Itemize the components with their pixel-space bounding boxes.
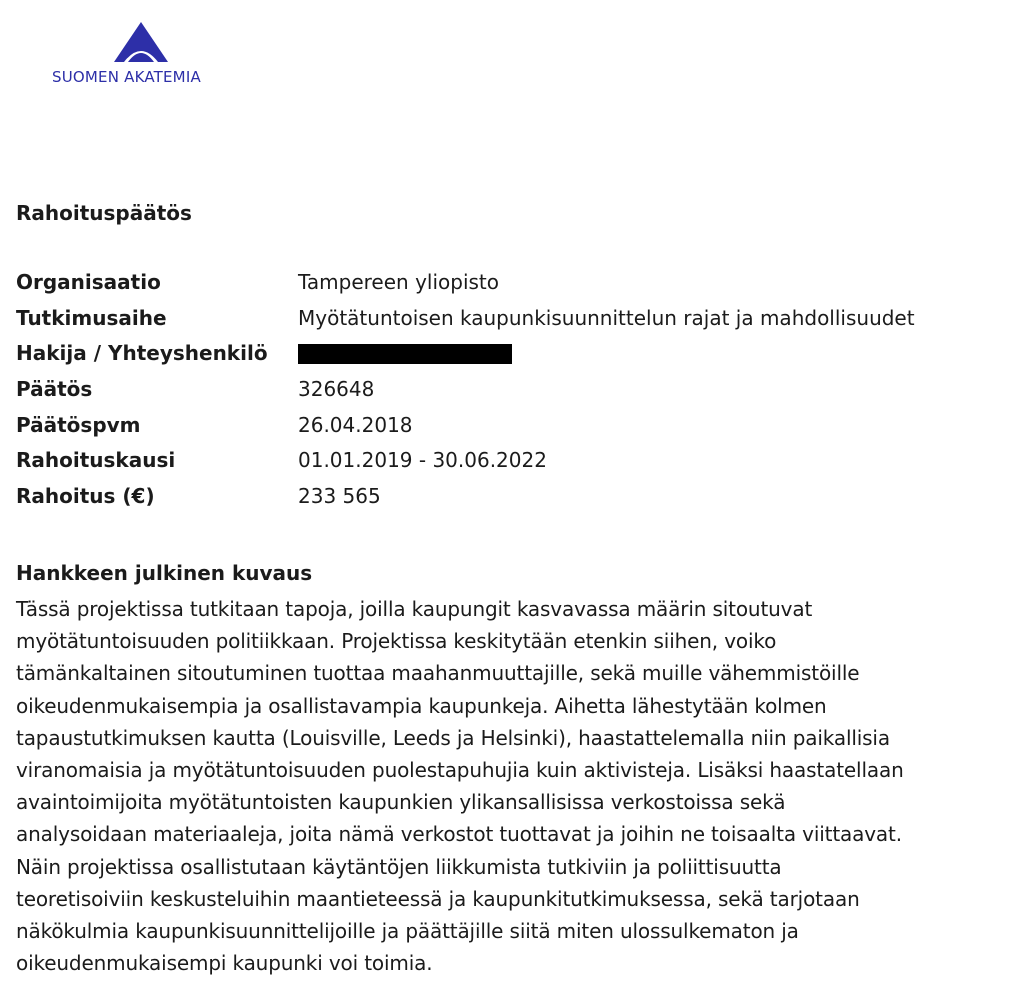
info-table: [16, 270, 1016, 520]
description-line: tapaustutkimuksen kautta (Louisville, Leeds ja Helsinki), haastattelemalla niin paikallisia: [16, 725, 890, 750]
info-label: Rahoituskausi: [16, 448, 176, 473]
info-label: Rahoitus (€): [16, 484, 155, 509]
description-line: oikeudenmukaisempi kaupunki voi toimia.: [16, 951, 433, 976]
info-row-paatospvm: [16, 413, 1016, 449]
description-line: teoretisoiviin keskusteluihin maantieteessä ja kaupunkitutkimuksessa, sekä tarjotaan: [16, 886, 860, 911]
redaction-bar: [298, 344, 512, 364]
info-value: 01.01.2019 - 30.06.2022: [298, 448, 547, 473]
info-value: 233 565: [298, 484, 381, 509]
info-label: Organisaatio: [16, 270, 161, 294]
info-label: Päätöspvm: [16, 412, 141, 437]
description-line: Tässä projektissa tutkitaan tapoja, joilla kaupungit kasvavassa määrin sitoutuvat: [16, 597, 813, 621]
description-line: analysoidaan materiaaleja, joita nämä verkostot tuottavat ja joihin ne toisaalta viittaavat.: [16, 822, 902, 847]
info-row-organisaatio: [16, 270, 1016, 306]
info-row-rahoituskausi: [16, 448, 1016, 484]
description-body: [16, 593, 1026, 979]
description-line: Näin projektissa osallistutaan käytäntöjen liikkumista tutkiviin ja poliittisuutta: [16, 854, 782, 879]
document-title: Rahoituspäätös: [16, 201, 192, 225]
description-line: näkökulmia kaupunkisuunnittelijoille ja päättäjille siitä miten ulossulkematon ja: [16, 919, 799, 944]
info-label: Hakija / Yhteyshenkilö: [16, 341, 268, 366]
info-label: Päätös: [16, 377, 93, 402]
description-line: oikeudenmukaisempia ja osallistavampia kaupunkeja. Aihetta lähestytään kolmen: [16, 693, 827, 718]
triangle-logo-icon: [114, 22, 168, 62]
description-line: viranomaisia ja myötätuntoisuuden puolestapuhujia kuin aktivisteja. Lisäksi haastatellaan: [16, 758, 904, 783]
info-label: Tutkimusaihe: [16, 305, 167, 330]
description-heading: Hankkeen julkinen kuvaus: [16, 561, 313, 585]
logo-text: SUOMEN AKATEMIA: [52, 68, 201, 86]
description-line: avaintoimijoita myötätuntoisten kaupunkien ylikansallisissa verkostoissa sekä: [16, 790, 786, 815]
info-value: Tampereen yliopisto: [298, 270, 500, 294]
info-value-redacted: [298, 341, 512, 369]
info-value: 326648: [298, 377, 375, 402]
info-row-hakija: [16, 341, 1016, 377]
suomen-akatemia-logo: [52, 22, 232, 92]
description-line: myötätuntoisuuden politiikkaan. Projektissa keskitytään etenkin siihen, voiko: [16, 629, 777, 654]
info-row-paatos: [16, 377, 1016, 413]
info-value: 26.04.2018: [298, 412, 413, 437]
info-value: Myötätuntoisen kaupunkisuunnittelun rajat ja mahdollisuudet: [298, 305, 915, 330]
info-row-rahoitus: [16, 484, 1016, 520]
info-row-tutkimusaihe: [16, 306, 1016, 342]
description-line: tämänkaltainen sitoutuminen tuottaa maahanmuuttajille, sekä muille vähemmistöille: [16, 661, 860, 686]
